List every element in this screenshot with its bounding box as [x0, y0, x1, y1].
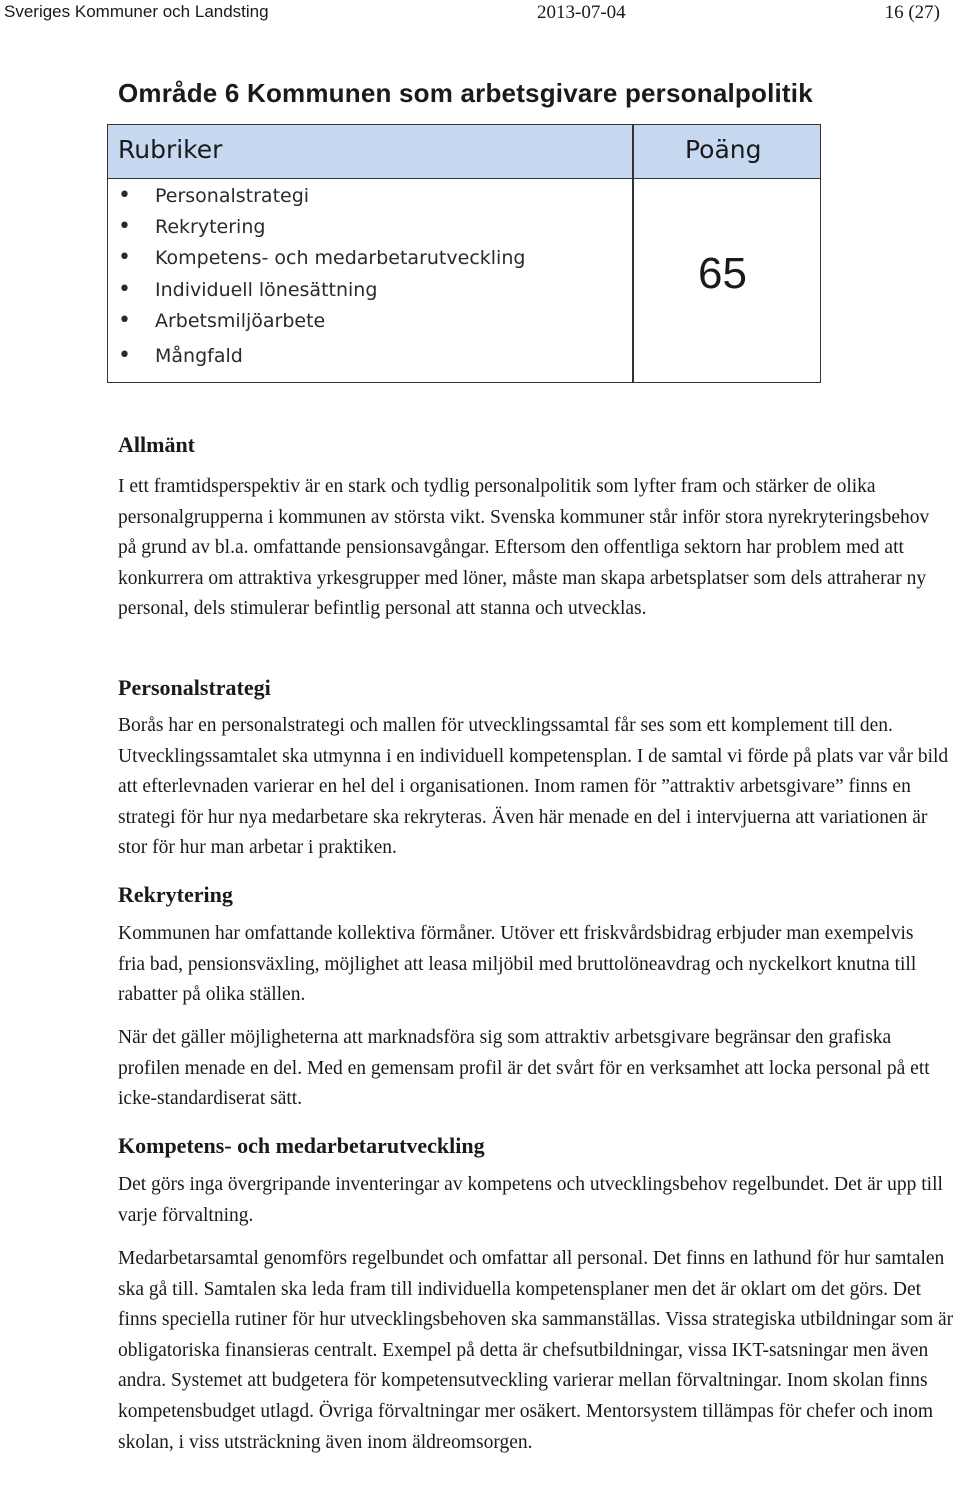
topic-label: Individuell lönesättning — [155, 279, 378, 301]
topic-label: Personalstrategi — [155, 185, 310, 207]
area-title: Område 6 Kommunen som arbetsgivare personalpolitik — [118, 78, 813, 108]
topic-label: Rekrytering — [155, 216, 266, 238]
header-organization: Sveriges Kommuner och Landsting — [4, 2, 269, 21]
table-header-row — [108, 125, 820, 179]
bullet-icon: • — [118, 245, 131, 270]
bullet-icon: • — [118, 277, 131, 302]
topic-label: Arbetsmiljöarbete — [155, 310, 326, 332]
topic-label: Kompetens- och medarbetarutveckling — [155, 247, 526, 269]
bullet-icon: • — [118, 308, 131, 333]
paragraph-kompetens-1: Det görs inga övergripande inventeringar av kompetens och utvecklingsbehov regelbundet. Det är upp till varje förvaltning. — [118, 1174, 943, 1226]
heading-allmant: Allmänt — [118, 432, 195, 457]
bullet-icon: • — [118, 343, 131, 368]
paragraph-rekrytering-2: När det gäller möjligheterna att marknadsföra sig som attraktiv arbetsgivare begränsar den grafiska profilen menade en del. Med en gemensam profil är det svårt för en verksamhet att locka personal på ett icke-standardiserat sätt. — [118, 1027, 930, 1110]
bullet-icon: • — [118, 183, 131, 208]
heading-personalstrategi: Personalstrategi — [118, 675, 271, 700]
table-header-poang: Poäng — [685, 135, 762, 164]
topic-label: Mångfald — [155, 345, 243, 367]
paragraph-personalstrategi: Borås har en personalstrategi och mallen för utvecklingssamtal får ses som ett komplement till den. Utvecklingssamtalet ska utmynna i en individuell kompetensplan. I de samtal vi förde på plats var vår bild att efterlevnaden varierar en hel del i organisationen. Inom ramen för ”attraktiv arbetsgivare” finns en strategi för hur nya medarbetare ska rekryteras. Även här menade en del i intervjuerna att variationen är stor för hur man arbetar i praktiken. — [118, 715, 949, 859]
heading-rekrytering: Rekrytering — [118, 882, 233, 907]
heading-kompetens: Kompetens- och medarbetarutveckling — [118, 1133, 485, 1158]
score-table — [107, 124, 821, 383]
bullet-icon: • — [118, 214, 131, 239]
paragraph-allmant: I ett framtidsperspektiv är en stark och tydlig personalpolitik som lyfter fram och stärker de olika personalgrupperna i kommunen av största vikt. Svenska kommuner står inför stora nyrekryteringsbehov på grund av bl.a. omfattande pensionsavgångar. Eftersom den offentliga sektorn har problem med att konkurrera om attraktiva yrkesgrupper med löner, måste man skapa arbetsplatser som dels attraherar ny personal, dels stimulerar befintlig personal att stanna och utvecklas. — [118, 476, 930, 620]
page-header — [0, 0, 960, 28]
table-header-rubriker: Rubriker — [118, 135, 223, 164]
paragraph-kompetens-2: Medarbetarsamtal genomförs regelbundet och omfattar all personal. Det finns en lathund för hur samtalen ska gå till. Samtalen ska leda fram till individuella kompetensplaner men det är oklart om det görs. Det finns speciella rutiner för hur utvecklingsbehoven ska sammanställas. Vissa strategiska utbildningar som är obligatoriska finansieras centralt. Exempel på detta är chefsutbildningar, vissa IKT-satsningar men även andra. Systemet att budgetera för kompetensutveckling varierar mellan förvaltningar. Inom skolan finns kompetensbudget utlagd. Övriga förvaltningar mer osäkert. Mentorsystem tillämpas för chefer och inom skolan, i viss utsträckning även inom äldreomsorgen. — [118, 1248, 954, 1453]
header-date: 2013-07-04 — [537, 2, 626, 23]
paragraph-rekrytering-1: Kommunen har omfattande kollektiva förmåner. Utöver ett friskvårdsbidrag erbjuder man exempelvis fria bad, pensionsväxling, möjlighet att leasa miljöbil med bruttolöneavdrag och nyckelkort knutna till rabatter på olika ställen. — [118, 923, 917, 1006]
header-page-number: 16 (27) — [884, 2, 940, 23]
score-value: 65 — [698, 249, 747, 298]
table-column-divider — [632, 125, 634, 382]
